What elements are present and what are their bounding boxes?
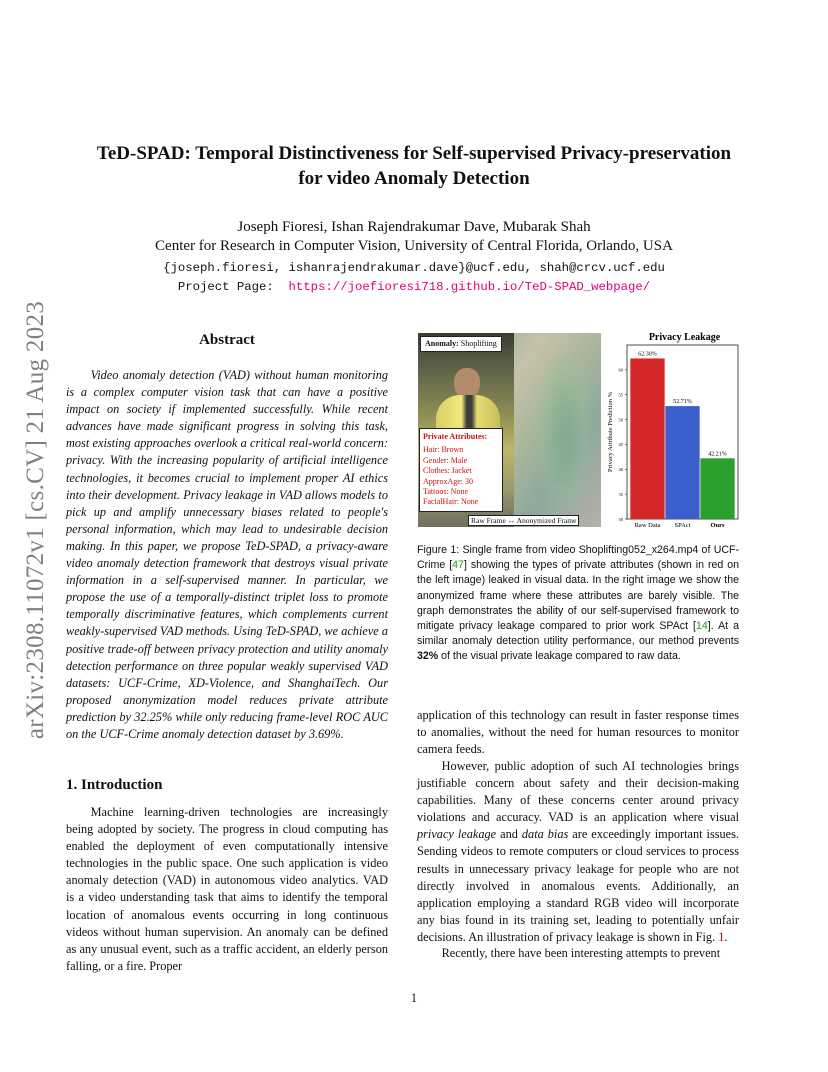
body-paragraph: [417, 758, 739, 946]
anomaly-value: Shoplifting: [460, 339, 497, 348]
y-tick-label: 30: [618, 516, 623, 522]
anonymized-frame-label: Anonymized Frame: [516, 516, 577, 525]
y-axis-label: Privacy Attribute Prediction %: [607, 392, 614, 472]
attribute-item: Gender: Male: [423, 455, 468, 465]
private-attributes-box: [419, 428, 503, 512]
attribute-item: Tattoos: None: [423, 487, 468, 497]
y-tick-label: 35: [618, 491, 623, 497]
contact-emails: {joseph.fioresi, ishanrajendrakumar.dave}@ucf.edu, shah@crcv.ucf.edu: [163, 261, 665, 275]
caption-text: Figure 1: Single frame from video Shoplifting052_x264.mp4 of UCF-Crime [: [417, 544, 739, 572]
bar-value-label: 52.71%: [673, 399, 692, 406]
paragraph-text: and: [496, 827, 522, 842]
paragraph-text: are exceedingly important issues. Sending videos to remote computers or cloud services to process results in unnecessary privacy leakage for people who are not directly involved in anomalous events. Additionally, an application employing a standard RGB video will incorporate any bias found in its training set, leading to potentially unfair decisions. An illustration of privacy leakage is shown in Fig.: [417, 827, 740, 944]
page-number: 1: [410, 991, 418, 1005]
author-list: Joseph Fioresi, Ishan Rajendrakumar Dave, Mubarak Shah: [237, 219, 591, 235]
title-line-2: for video Anomaly Detection: [298, 168, 530, 189]
y-tick-label: 40: [618, 467, 623, 473]
person-head-shape: [454, 368, 480, 398]
raw-frame-label: Raw Frame: [471, 516, 506, 525]
introduction-paragraph: Machine learning-driven technologies are increasingly being adopted by society. The progress in cloud computing has enabled the deployment of even computationally intensive technologies in the public space. One such application is video anomaly detection (VAD) in autonomous video analytics. VAD is a video understanding task that aims to identify the temporal location of anomalous events occurring in long continuous videos without human supervision. An anomaly can be defined as any unusual event, such as a traffic accident, an elderly person falling, or a fire. Proper: [66, 805, 388, 973]
project-page-line: [0, 280, 828, 294]
arxiv-identifier-stamp: arXiv:2308.11072v1 [cs.CV] 21 Aug 2023: [22, 300, 49, 740]
citation-link[interactable]: 14: [695, 620, 708, 633]
anomaly-label-box: [420, 336, 502, 352]
double-arrow-icon: ↔: [507, 516, 516, 525]
bar: [700, 458, 734, 519]
figure-reference-link[interactable]: 1: [718, 929, 725, 944]
paper-title: [60, 141, 768, 191]
chart-title: Privacy Leakage: [648, 332, 721, 343]
citation-link[interactable]: 47: [452, 559, 464, 572]
paragraph-text: .: [724, 929, 728, 944]
abstract-heading: Abstract: [199, 332, 255, 348]
anonymized-frame-image: [536, 353, 592, 513]
caption-bold-value: 32%: [417, 650, 439, 663]
attribute-item: Clothes: Jacket: [423, 466, 472, 476]
body-paragraph: application of this technology can result in faster response times to anomalies, without the need for human resources to monitor camera feeds.: [417, 708, 739, 757]
body-paragraph: Recently, there have been interesting attempts to prevent: [441, 946, 721, 960]
bar-value-label: 42.21%: [708, 451, 727, 458]
frame-labels-box: [468, 515, 579, 526]
introduction-heading: 1. Introduction: [66, 777, 163, 793]
emphasis-text: data bias: [521, 827, 569, 842]
bar-value-label: 62.30%: [638, 351, 657, 358]
privacy-leakage-chart: [601, 329, 741, 529]
private-attributes-title: Private Attributes:: [423, 432, 488, 441]
emphasis-text: privacy leakage: [417, 827, 497, 842]
bar: [665, 406, 699, 519]
attribute-item: Hair: Brown: [423, 445, 464, 455]
caption-text: ] showing the types of private attributes (shown in red on the left image) leaked in visual data. In the right image we show the anonymized frame where these attributes are barely visible. The graph demonstrates the ability of our self-supervised framework to mitigate privacy leakage compared to prior work SPAct [: [417, 559, 739, 633]
bar: [630, 358, 664, 519]
y-tick-label: 55: [618, 392, 623, 398]
x-tick-label: Raw Data: [634, 522, 661, 529]
paragraph-text: However, public adoption of such AI technologies brings justifiable concern about safety and their decision-making capabilities. Many of these concerns center around privacy violations and accuracy. VAD is an application where visual: [417, 759, 739, 825]
figure-caption: [417, 543, 739, 665]
attribute-item: ApproxAge: 30: [423, 476, 473, 486]
y-tick-label: 60: [618, 367, 623, 373]
x-tick-label: Ours: [710, 522, 725, 529]
abstract-body: Video anomaly detection (VAD) without human monitoring is a complex computer vision task that can have a positive impact on society if implemented successfully. While recent advances have made significant progress in solving this task, most existing approaches overlook a critical real-world concern: privacy. With the increasing popularity of artificial intelligence technologies, it becomes crucial to implement proper AI ethics into their development. Privacy leakage in VAD allows models to pick up and amplify unnecessary biases related to people's personal information, which may lead to undesirable decision making. In this paper, we propose TeD-SPAD, a privacy-aware video anomaly detection framework that destroys visual private information in a self-supervised manner. In particular, we propose the use of a temporally-distinct triplet loss to promote temporally discriminative features, which complements current weakly-supervised VAD methods. Using TeD-SPAD, we achieve a positive trade-off between privacy protection and utility anomaly detection performance on three popular weakly supervised VAD datasets: UCF-Crime, XD-Violence, and ShanghaiTech. Our proposed anonymization model reduces private attribute prediction by 32.25% while only reducing frame-level ROC AUC on the UCF-Crime anomaly detection dataset by 3.69%.: [66, 368, 388, 741]
y-tick-label: 45: [618, 442, 623, 448]
title-line-1: TeD-SPAD: Temporal Distinctiveness for Self-supervised Privacy-preservation: [96, 143, 732, 164]
chart-svg: [601, 329, 741, 529]
figure-frame-image: [418, 333, 601, 527]
caption-text: ]. At a similar anomaly detection utility performance, our method prevents: [417, 620, 739, 648]
affiliation: Center for Research in Computer Vision, University of Central Florida, Orlando, USA: [155, 238, 673, 254]
y-tick-label: 50: [618, 417, 623, 423]
project-page-label: Project Page:: [177, 280, 274, 294]
attribute-item: FacialHair: None: [423, 497, 479, 507]
x-tick-label: SPAct: [674, 522, 691, 529]
project-page-link[interactable]: https://joefioresi718.github.io/TeD-SPAD_webpage/: [288, 280, 651, 294]
anomaly-label: Anomaly:: [425, 339, 459, 348]
caption-text: of the visual private leakage compared to raw data.: [438, 650, 681, 663]
